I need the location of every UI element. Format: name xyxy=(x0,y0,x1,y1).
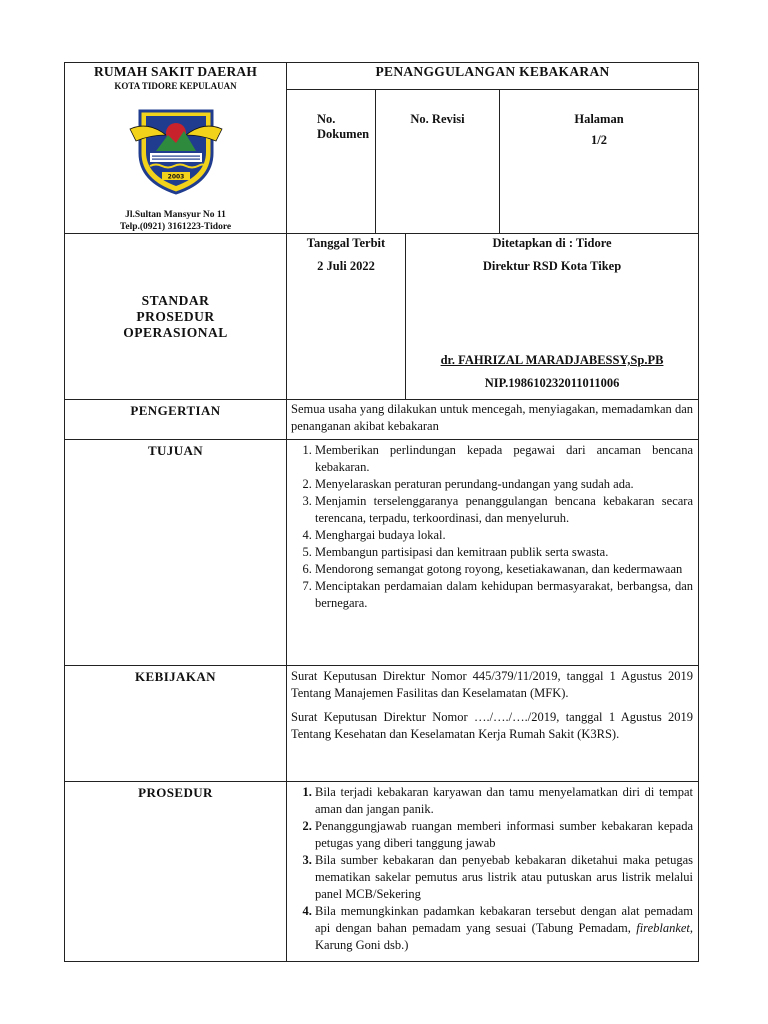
halaman-cell xyxy=(500,89,699,233)
crest-icon xyxy=(126,101,226,197)
list-item: 2. Menyelaraskan peraturan perundang-undangan yang sudah ada. xyxy=(315,476,693,493)
tujuan-list xyxy=(291,442,693,612)
ditetapkan-cell xyxy=(406,234,699,400)
halaman-value: 1/2 xyxy=(591,132,607,147)
hospital-logo xyxy=(65,101,286,197)
jabatan-direktur: Direktur RSD Kota Tikep xyxy=(482,259,622,273)
kebijakan-label: KEBIJAKAN xyxy=(65,666,287,782)
list-item: 4. Menghargai budaya lokal. xyxy=(315,527,693,544)
no-revisi-label: No. Revisi xyxy=(410,111,465,126)
tanggal-terbit-value: 2 Juli 2022 xyxy=(317,259,375,273)
hospital-identity-cell xyxy=(65,63,287,234)
prosedur-item4-text: Bila memungkinkan padamkan kebakaran tersebut dengan alat pemadam api dengan bahan pemadam yang sesuai (Tabung Pemadam, xyxy=(315,904,694,935)
list-item: 6. Mendorong semangat gotong royong, kesetiakawanan, dan kedermawaan xyxy=(315,561,693,578)
tujuan-label: TUJUAN xyxy=(65,440,287,666)
prosedur-item4-italic: fireblanket xyxy=(636,921,690,935)
logo-year: 2003 xyxy=(167,173,184,181)
kebijakan-content xyxy=(287,666,699,782)
list-item: 7. Menciptakan perdamaian dalam kehidupan bermasyarakat, berbangsa, dan bernegara. xyxy=(315,578,693,612)
prosedur-content xyxy=(287,782,699,962)
hospital-phone: Telp.(0921) 3161223-Tidore xyxy=(119,222,232,232)
no-dokumen-cell xyxy=(287,89,376,233)
pengertian-text: Semua usaha yang dilakukan untuk mencegah, menyiagakan, memadamkan dan penanganan akibat kebakaran xyxy=(287,400,699,440)
sop-document xyxy=(64,62,698,962)
hospital-address: Jl.Sultan Mansyur No 11 xyxy=(125,210,226,220)
kebijakan-paragraph: Surat Keputusan Direktur Nomor …./…./…./2019, tanggal 1 Agustus 2019 Tentang Kesehatan dan Keselamatan Kerja Rumah Sakit (K3RS). xyxy=(291,710,694,741)
no-dokumen-label: No. Dokumen xyxy=(317,111,370,141)
list-item: 3. Menjamin terselenggaranya penanggulangan bencana kebakaran secara terencana, terpadu, terkoordinasi, dan menyeluruh. xyxy=(315,493,693,527)
sop-title-cell xyxy=(65,234,287,400)
tanggal-terbit-label: Tanggal Terbit xyxy=(306,236,386,250)
document-title: PENANGGULANGAN KEBAKARAN xyxy=(287,63,699,90)
list-item: 3. Bila sumber kebakaran dan penyebab kebakaran diketahui maka petugas mematikan sakelar pemutus arus listrik atau putuskan arus listrik melalui panel MCB/Sekering xyxy=(315,852,693,903)
pengertian-label: PENGERTIAN xyxy=(65,400,287,440)
pejabat-nip: NIP.198610232011011006 xyxy=(484,376,620,390)
list-item: 1. Bila terjadi kebakaran karyawan dan tamu menyelamatkan diri di tempat aman dan jangan panik. xyxy=(315,784,693,818)
list-item xyxy=(315,903,693,954)
sop-table xyxy=(64,62,699,962)
tanggal-terbit-cell xyxy=(287,234,406,400)
ditetapkan-label: Ditetapkan di : Tidore xyxy=(492,236,612,250)
prosedur-item4-tail: , Karung Goni dsb.) xyxy=(315,921,694,952)
hospital-address-block xyxy=(65,209,286,233)
pejabat-name: dr. FAHRIZAL MARADJABESSY,Sp.PB xyxy=(440,353,664,367)
prosedur-label: PROSEDUR xyxy=(65,782,287,962)
hospital-name: RUMAH SAKIT DAERAH xyxy=(93,64,258,79)
kebijakan-paragraph: Surat Keputusan Direktur Nomor 445/379/11/2019, tanggal 1 Agustus 2019 Tentang Manajemen Fasilitas dan Keselamatan (MFK). xyxy=(291,669,694,700)
hospital-sub: KOTA TIDORE KEPULAUAN xyxy=(114,81,237,91)
sop-title: STANDAR PROSEDUR OPERASIONAL xyxy=(123,292,228,340)
list-item: 1. Memberikan perlindungan kepada pegawai dari ancaman bencana kebakaran. xyxy=(315,442,693,476)
no-revisi-cell xyxy=(376,89,500,233)
halaman-label: Halaman xyxy=(574,111,624,126)
prosedur-list xyxy=(291,784,693,954)
tujuan-content xyxy=(287,440,699,666)
list-item: 5. Membangun partisipasi dan kemitraan publik serta swasta. xyxy=(315,544,693,561)
list-item: 2. Penanggungjawab ruangan memberi informasi sumber kebakaran kepada petugas yang diberi tanggung jawab xyxy=(315,818,693,852)
